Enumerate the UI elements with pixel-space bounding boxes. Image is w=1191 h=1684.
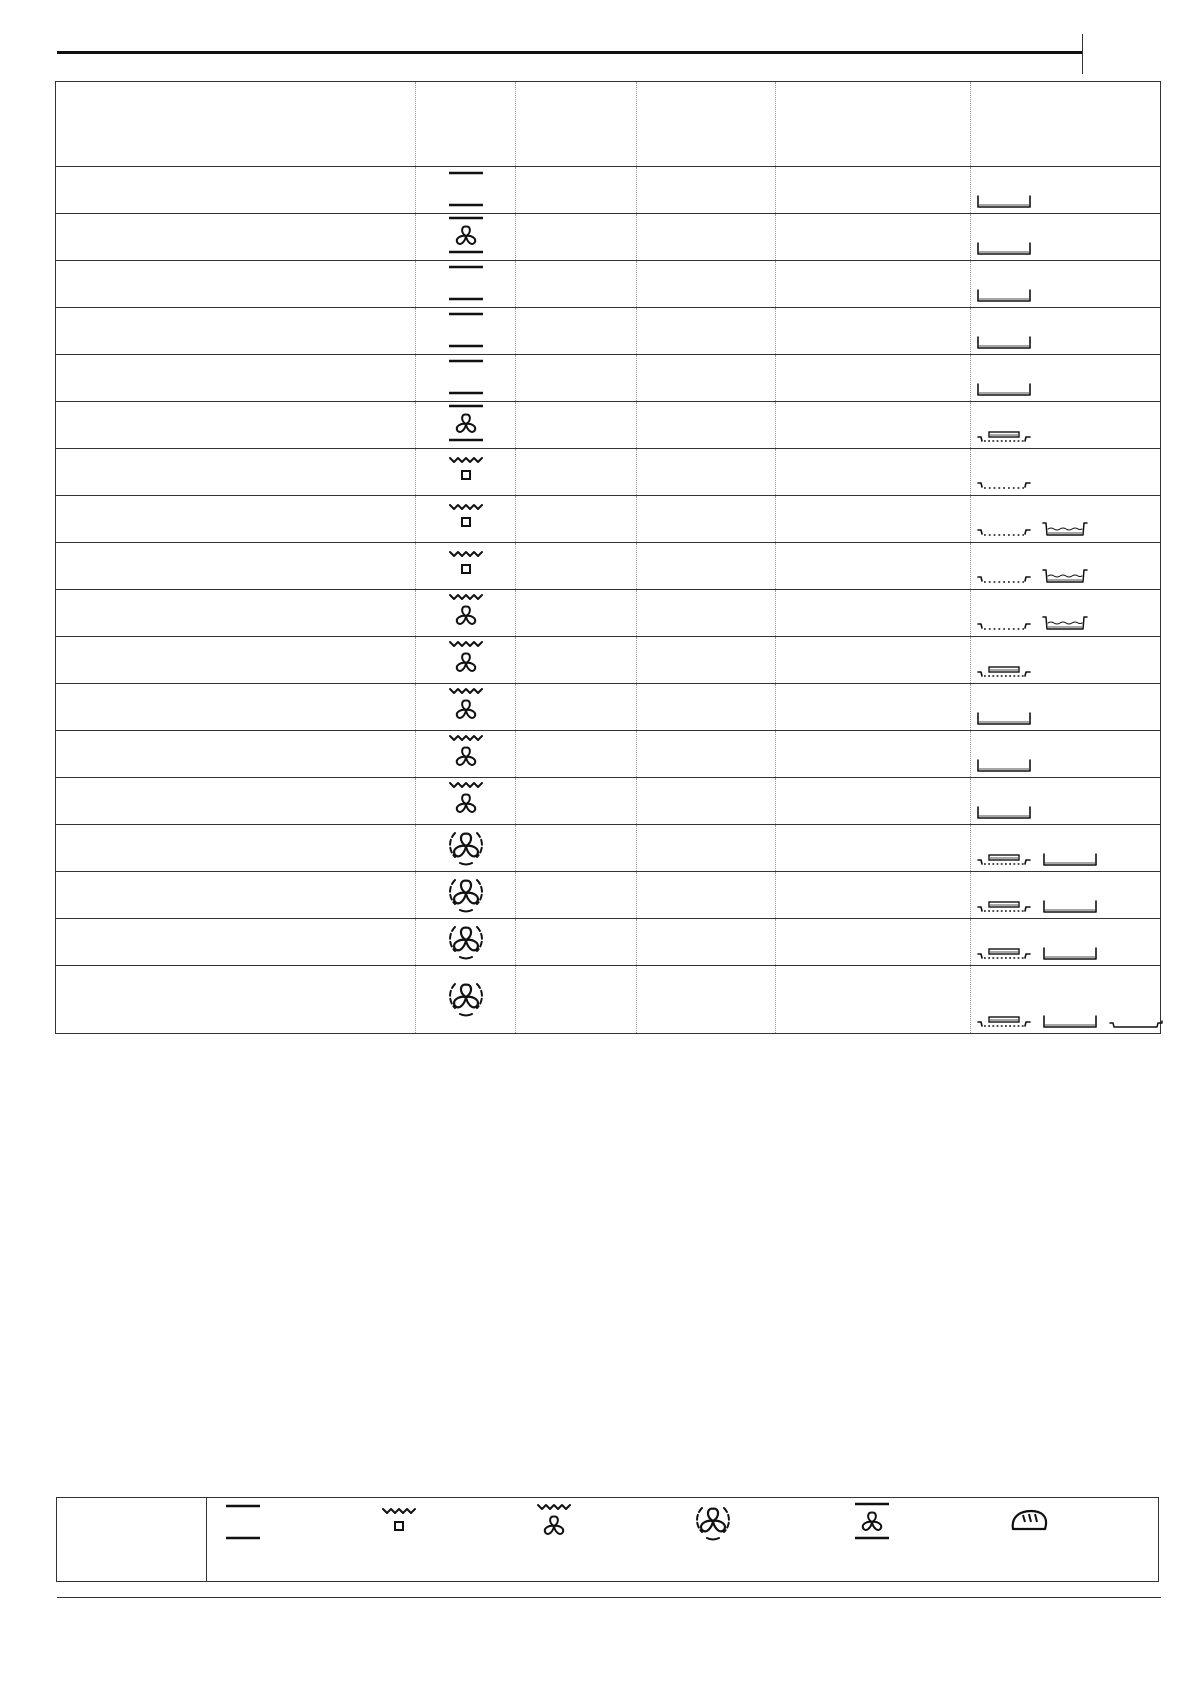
legend-label <box>57 1498 207 1581</box>
bread-icon <box>1009 1502 1049 1542</box>
grill-small-icon <box>416 545 515 585</box>
top-bottom-heat-icon <box>416 357 515 397</box>
grill-small-icon <box>379 1502 419 1542</box>
mode-cell <box>416 872 516 919</box>
col3-cell <box>516 778 637 825</box>
food-cell <box>56 966 416 1034</box>
col5-cell <box>776 355 971 402</box>
top-rule <box>57 51 1083 54</box>
fan-heater-icon <box>416 921 515 961</box>
header-accessories <box>971 82 1161 167</box>
col4-cell <box>637 308 776 355</box>
drip-tray-icon <box>1042 522 1088 538</box>
table-row <box>56 261 1161 308</box>
accessories-cell <box>971 590 1161 637</box>
table-row <box>56 590 1161 637</box>
col3-cell <box>516 590 637 637</box>
header-mode <box>416 82 516 167</box>
table-row <box>56 308 1161 355</box>
col5-cell <box>776 872 971 919</box>
col3-cell <box>516 825 637 872</box>
food-cell <box>56 872 416 919</box>
table-row <box>56 496 1161 543</box>
col5-cell <box>776 778 971 825</box>
col4-cell <box>637 731 776 778</box>
col4-cell <box>637 590 776 637</box>
accessories-cell <box>971 731 1161 778</box>
accessories-cell <box>971 543 1161 590</box>
tray-icon <box>976 806 1032 820</box>
col4-cell <box>637 966 776 1034</box>
col4-cell <box>637 778 776 825</box>
accessories-cell <box>971 637 1161 684</box>
fan-top-bottom-heat-icon <box>416 404 515 444</box>
food-cell <box>56 402 416 449</box>
col5-cell <box>776 402 971 449</box>
fan-heater-icon <box>693 1502 733 1542</box>
col4-cell <box>637 684 776 731</box>
mode-cell <box>416 355 516 402</box>
col4-cell <box>637 355 776 402</box>
flat-sheet-icon <box>1108 1015 1164 1029</box>
mode-cell <box>416 308 516 355</box>
mode-cell <box>416 402 516 449</box>
col3-cell <box>516 449 637 496</box>
tray-icon <box>976 336 1032 350</box>
top-bottom-heat-icon <box>416 263 515 303</box>
tray-icon <box>976 383 1032 397</box>
grill-small-icon <box>416 498 515 538</box>
mode-cell <box>416 919 516 966</box>
col3-cell <box>516 872 637 919</box>
col3-cell <box>516 308 637 355</box>
food-cell <box>56 637 416 684</box>
col4-cell <box>637 919 776 966</box>
cooking-table <box>55 81 1161 1034</box>
food-cell <box>56 214 416 261</box>
drip-tray-icon <box>1042 616 1088 632</box>
header-col4 <box>637 82 776 167</box>
tray-icon <box>976 195 1032 209</box>
food-cell <box>56 261 416 308</box>
mode-cell <box>416 496 516 543</box>
legend-box <box>56 1497 1159 1582</box>
drip-tray-icon <box>1042 569 1088 585</box>
food-cell <box>56 684 416 731</box>
col5-cell <box>776 684 971 731</box>
col3-cell <box>516 261 637 308</box>
wire-rack-with-pan-icon <box>976 900 1032 914</box>
wire-rack-with-pan-icon <box>976 430 1032 444</box>
col5-cell <box>776 731 971 778</box>
tray-icon <box>976 712 1032 726</box>
accessories-cell <box>971 449 1161 496</box>
food-cell <box>56 825 416 872</box>
mode-cell <box>416 167 516 214</box>
col5-cell <box>776 308 971 355</box>
wire-rack-with-pan-icon <box>976 853 1032 867</box>
mode-cell <box>416 778 516 825</box>
table-row <box>56 966 1161 1034</box>
tray-icon <box>1042 1015 1098 1029</box>
col5-cell <box>776 449 971 496</box>
bottom-rule <box>57 1597 1161 1598</box>
col5-cell <box>776 590 971 637</box>
col3-cell <box>516 402 637 449</box>
col3-cell <box>516 684 637 731</box>
top-bottom-heat-icon <box>416 169 515 209</box>
table-row <box>56 214 1161 261</box>
wire-rack-with-pan-icon <box>976 947 1032 961</box>
col4-cell <box>637 872 776 919</box>
col4-cell <box>637 543 776 590</box>
col3-cell <box>516 966 637 1034</box>
mode-cell <box>416 449 516 496</box>
mode-cell <box>416 543 516 590</box>
food-cell <box>56 167 416 214</box>
table-row <box>56 355 1161 402</box>
col4-cell <box>637 167 776 214</box>
accessories-cell <box>971 496 1161 543</box>
mode-cell <box>416 590 516 637</box>
col5-cell <box>776 966 971 1034</box>
grill-fan-icon <box>416 686 515 726</box>
food-cell <box>56 590 416 637</box>
tray-icon <box>976 242 1032 256</box>
tray-icon <box>1042 947 1098 961</box>
accessories-cell <box>971 778 1161 825</box>
col4-cell <box>637 261 776 308</box>
table-row <box>56 167 1161 214</box>
col3-cell <box>516 543 637 590</box>
table-row <box>56 872 1161 919</box>
table-row <box>56 825 1161 872</box>
col4-cell <box>637 637 776 684</box>
col5-cell <box>776 919 971 966</box>
table-row <box>56 731 1161 778</box>
tray-icon <box>976 759 1032 773</box>
food-cell <box>56 543 416 590</box>
tray-icon <box>976 289 1032 303</box>
accessories-cell <box>971 214 1161 261</box>
table-row <box>56 778 1161 825</box>
col4-cell <box>637 402 776 449</box>
table-row <box>56 402 1161 449</box>
header-col3 <box>516 82 637 167</box>
accessories-cell <box>971 684 1161 731</box>
mode-cell <box>416 637 516 684</box>
mode-cell <box>416 684 516 731</box>
mode-cell <box>416 214 516 261</box>
top-bottom-heat-icon <box>223 1502 263 1542</box>
fan-top-bottom-heat-icon <box>416 216 515 256</box>
col3-cell <box>516 919 637 966</box>
col5-cell <box>776 496 971 543</box>
col3-cell <box>516 167 637 214</box>
col5-cell <box>776 214 971 261</box>
grill-fan-icon <box>416 639 515 679</box>
grill-fan-icon <box>534 1502 574 1542</box>
food-cell <box>56 449 416 496</box>
col3-cell <box>516 214 637 261</box>
table-row <box>56 684 1161 731</box>
wire-rack-icon <box>976 618 1032 632</box>
mode-cell <box>416 966 516 1034</box>
grill-fan-icon <box>416 733 515 773</box>
table-row <box>56 543 1161 590</box>
col5-cell <box>776 167 971 214</box>
accessories-cell <box>971 261 1161 308</box>
wire-rack-with-pan-icon <box>976 665 1032 679</box>
wire-rack-icon <box>976 477 1032 491</box>
col3-cell <box>516 355 637 402</box>
accessories-cell <box>971 966 1161 1034</box>
table-row <box>56 449 1161 496</box>
grill-fan-icon <box>416 780 515 820</box>
header-food <box>56 82 416 167</box>
fan-top-bottom-heat-icon <box>852 1502 892 1542</box>
grill-fan-icon <box>416 592 515 632</box>
accessories-cell <box>971 167 1161 214</box>
header-col5 <box>776 82 971 167</box>
col4-cell <box>637 449 776 496</box>
top-rule-tick <box>1082 34 1083 74</box>
food-cell <box>56 731 416 778</box>
col5-cell <box>776 261 971 308</box>
accessories-cell <box>971 402 1161 449</box>
tray-icon <box>1042 853 1098 867</box>
mode-cell <box>416 731 516 778</box>
top-bottom-heat-icon <box>416 310 515 350</box>
food-cell <box>56 308 416 355</box>
accessories-cell <box>971 919 1161 966</box>
col5-cell <box>776 637 971 684</box>
tray-icon <box>1042 900 1098 914</box>
table-row <box>56 637 1161 684</box>
col3-cell <box>516 496 637 543</box>
fan-heater-icon <box>416 874 515 914</box>
food-cell <box>56 355 416 402</box>
accessories-cell <box>971 355 1161 402</box>
accessories-cell <box>971 308 1161 355</box>
food-cell <box>56 919 416 966</box>
col3-cell <box>516 731 637 778</box>
col5-cell <box>776 543 971 590</box>
wire-rack-icon <box>976 571 1032 585</box>
accessories-cell <box>971 872 1161 919</box>
wire-rack-icon <box>976 524 1032 538</box>
food-cell <box>56 496 416 543</box>
food-cell <box>56 778 416 825</box>
fan-heater-icon <box>416 978 515 1018</box>
grill-small-icon <box>416 451 515 491</box>
accessories-cell <box>971 825 1161 872</box>
col3-cell <box>516 637 637 684</box>
col4-cell <box>637 214 776 261</box>
table-header-row <box>56 82 1161 167</box>
col4-cell <box>637 825 776 872</box>
mode-cell <box>416 261 516 308</box>
col4-cell <box>637 496 776 543</box>
mode-cell <box>416 825 516 872</box>
wire-rack-with-pan-icon <box>976 1015 1032 1029</box>
col5-cell <box>776 825 971 872</box>
fan-heater-icon <box>416 827 515 867</box>
table-row <box>56 919 1161 966</box>
